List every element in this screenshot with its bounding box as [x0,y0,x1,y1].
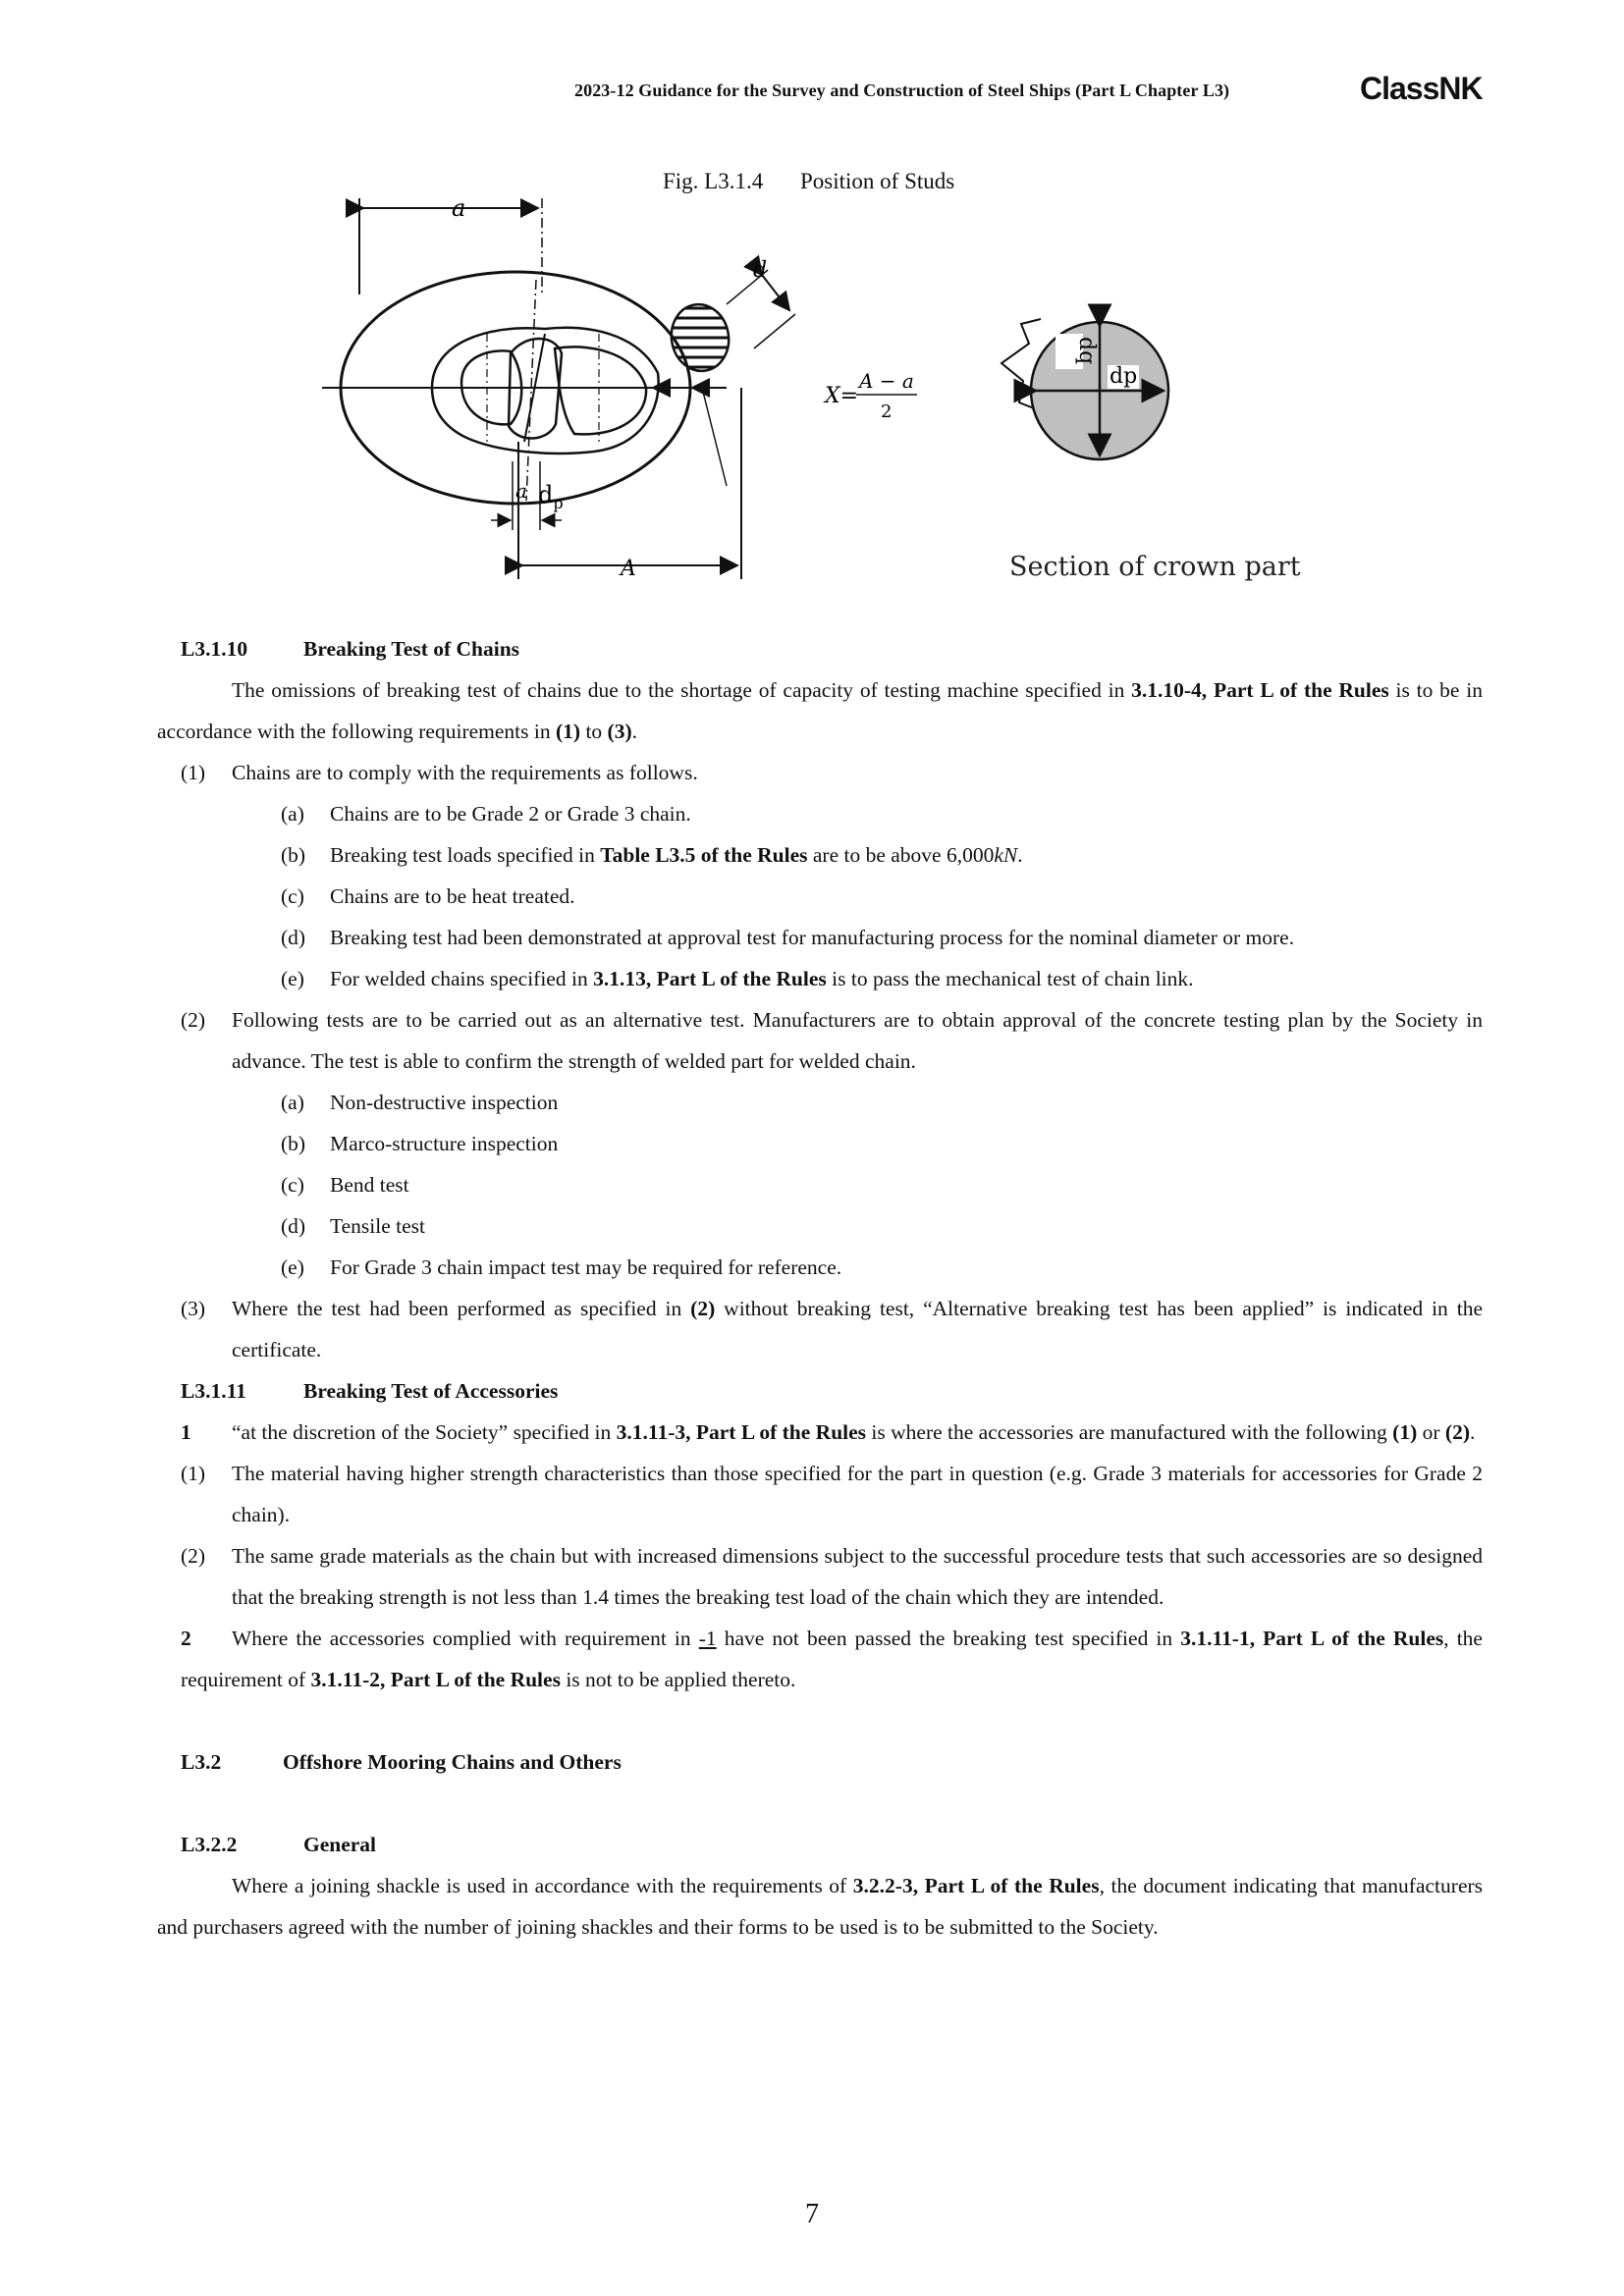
list-label: (b) [281,1132,306,1155]
text-run: . [1017,843,1023,867]
item-reference: (1) [1392,1420,1418,1444]
text-run: is where the accessories are manufactured with the following [866,1420,1393,1444]
section-title: Breaking Test of Chains [303,637,520,661]
section-title: Offshore Mooring Chains and Others [283,1750,622,1774]
sub-list-item [157,876,1483,917]
list-label: (e) [281,1255,304,1279]
text-run: The omissions of breaking test of chains due to the shortage of capacity of testing machine specified in [232,678,1132,702]
rule-reference: 3.1.13, Part L of the Rules [593,967,827,990]
list-text: Chains are to comply with the requirements as follows. [232,761,698,784]
list-item [157,1453,1483,1535]
rule-reference: 3.1.11-1, Part L of the Rules [1180,1627,1444,1650]
rule-reference: 3.2.2-3, Part L of the Rules [852,1874,1100,1897]
item-reference: (3) [607,720,632,743]
rule-reference: 3.1.10-4, Part L of the Rules [1131,678,1389,702]
body-text [157,628,1483,1948]
list-label: (3) [181,1297,206,1320]
paragraph [157,1865,1483,1948]
section-number: L3.1.10 [181,637,248,661]
list-item [157,752,1483,793]
paragraph-number: 1 [181,1420,191,1444]
section-title: Breaking Test of Accessories [303,1379,559,1403]
list-text: Marco-structure inspection [330,1132,559,1155]
text-run: Where the accessories complied with requirement in [232,1627,699,1650]
text-run: , the requirement of [181,1627,1483,1691]
section-heading-l3-2 [157,1741,1483,1783]
sub-list-item [157,1164,1483,1205]
text-run: to [580,720,608,743]
dim-alpha-label: a [515,479,527,503]
text-run: “at the discretion of the Society” specified in [232,1420,617,1444]
dim-A-label: A [621,557,636,581]
page-number: 7 [805,2199,819,2229]
running-header: 2023-12 Guidance for the Survey and Construction of Steel Ships (Part L Chapter L3) [574,80,1230,100]
list-text: Non-destructive inspection [330,1091,559,1114]
text-run: . [1469,1420,1476,1444]
list-label: (2) [181,1008,206,1032]
dp-label-crown: dp [1110,364,1138,389]
list-label: (d) [281,1214,306,1238]
text-run: Where a joining shackle is used in accordance with the requirements of [232,1874,853,1897]
formula-numerator: A − a [859,369,914,393]
dp-leader [702,388,727,486]
inner-lobe-right [555,347,646,434]
list-text: For Grade 3 chain impact test may be required for reference. [330,1255,842,1279]
stud-position-figure [314,187,1335,599]
dim-d-ext-2 [754,314,795,348]
text-run: Where the test had been performed as specified in [232,1297,691,1320]
list-text: Chains are to be Grade 2 or Grade 3 chain. [330,802,691,826]
section-label: Section of crown part [1009,552,1301,582]
text-run: or [1417,1420,1445,1444]
rule-reference: 3.1.11-2, Part L of the Rules [310,1668,561,1691]
list-label: (d) [281,926,306,949]
sub-list-item [157,1247,1483,1288]
list-text: Following tests are to be carried out as an alternative test. Manufacturers are to obtain approval of the concrete testing plan by the Society in advance. The test is able to confirm the strength of welded part for welded chain. [232,1008,1483,1073]
sub-list-item [157,958,1483,999]
unit: kN [994,843,1018,867]
dim-a-label: a [452,194,466,222]
classnk-logo: ClassNK [1360,71,1483,106]
section-number: L3.2.2 [181,1833,238,1856]
spacer [157,1783,1483,1824]
dp-label-d: d [538,481,554,508]
numbered-paragraph [157,1618,1483,1700]
section-heading-l3-1-10 [157,628,1483,669]
item-reference: (1) [555,720,581,743]
list-item [157,999,1483,1082]
sub-list-item [157,1205,1483,1247]
text-run: is to pass the mechanical test of chain link. [826,967,1194,990]
dp-label-p: p [553,494,564,512]
cross-reference-link[interactable]: -1 [698,1627,717,1650]
list-label: (c) [281,1173,304,1197]
dim-d-label: d [753,258,768,283]
list-label: (a) [281,802,304,826]
text-run: is to be in accordance with the following requirements in [157,678,1483,743]
list-item [157,1535,1483,1618]
sub-list-item [157,1082,1483,1123]
item-reference: (2) [1444,1420,1470,1444]
list-label: (1) [181,761,206,784]
section-heading-l3-1-11 [157,1370,1483,1412]
dq-label: dq [1074,337,1099,365]
formula-denominator: 2 [881,401,893,422]
figure-title: Position of Studs [800,169,955,193]
rule-reference: 3.1.11-3, Part L of the Rules [616,1420,867,1444]
sub-list-item [157,917,1483,958]
paragraph-number: 2 [181,1627,191,1650]
list-label: (b) [281,843,306,867]
text-run: is not to be applied thereto. [560,1668,796,1691]
list-text: Breaking test had been demonstrated at approval test for manufacturing process for the nominal diameter or more. [330,926,1295,949]
section-title: General [303,1833,377,1856]
text-run: , the document indicating that manufacturers and purchasers agreed with the number of joining shackles and their forms to be used is to be submitted to the Society. [157,1874,1484,1939]
spacer [157,1700,1483,1741]
text-run: have not been passed the breaking test specified in [716,1627,1181,1650]
sub-list-item [157,1123,1483,1164]
list-label: (a) [281,1091,304,1114]
list-text: The same grade materials as the chain but with increased dimensions subject to the successful procedure tests that such accessories are so designed that the breaking strength is not less than 1.4 times the breaking test load of the chain which they are intended. [232,1544,1483,1609]
numbered-paragraph [157,1412,1483,1453]
list-text: The material having higher strength characteristics than those specified for the part in question (e.g. Grade 3 materials for accessories for Grade 2 chain). [232,1462,1483,1526]
list-text: Chains are to be heat treated. [330,884,575,908]
list-label: (c) [281,884,304,908]
list-text: Tensile test [330,1214,426,1238]
paragraph [157,669,1483,752]
section-number: L3.2 [181,1750,222,1774]
section-heading-l3-2-2 [157,1824,1483,1865]
sub-list-item [157,793,1483,834]
sub-list-item [157,834,1483,876]
list-label: (2) [181,1544,206,1568]
list-label: (1) [181,1462,206,1485]
section-number: L3.1.11 [181,1379,246,1403]
text-run: . [631,720,637,743]
figure-number: Fig. L3.1.4 [663,169,764,193]
dp-label-link [538,481,564,512]
text-run: are to be above 6,000 [807,843,995,867]
text-run: without breaking test, “Alternative breaking test has been applied” is indicated in the certificate. [232,1297,1483,1362]
formula-lhs: X= [825,384,859,408]
list-item [157,1288,1483,1370]
list-text: Bend test [330,1173,409,1197]
rule-reference: Table L3.5 of the Rules [600,843,808,867]
list-label: (e) [281,967,304,990]
text-run: Breaking test loads specified in [330,843,601,867]
text-run: For welded chains specified in [330,967,594,990]
item-reference: (2) [690,1297,716,1320]
